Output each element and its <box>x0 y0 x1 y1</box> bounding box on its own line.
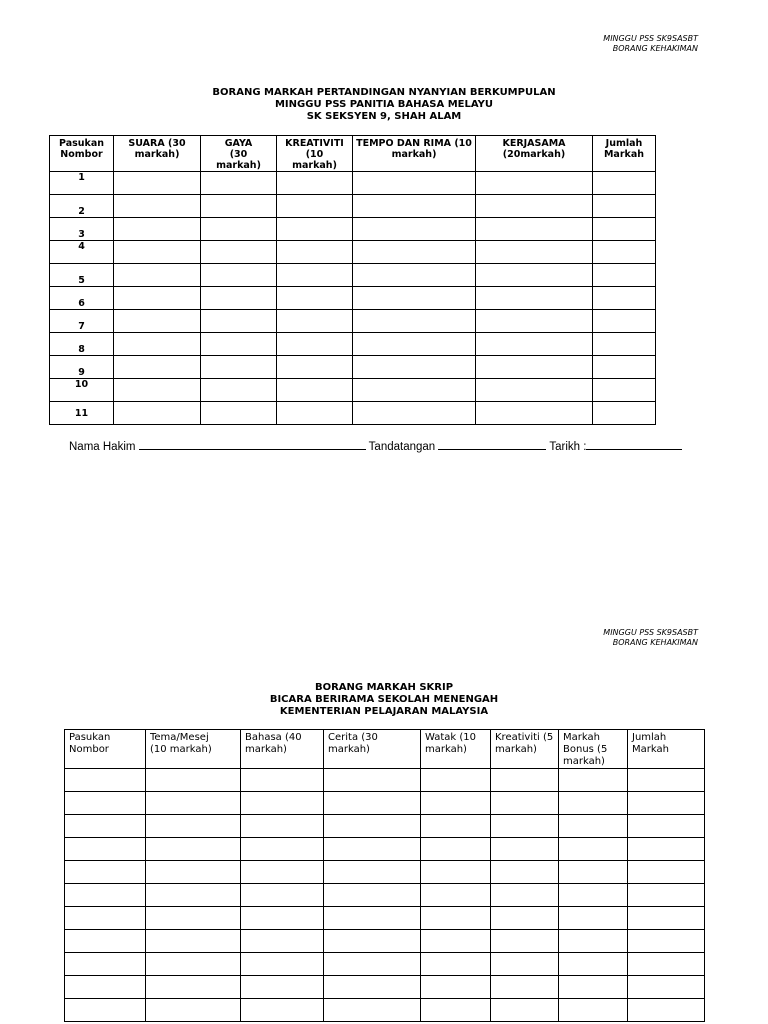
column-header: SUARA (30 markah) <box>114 136 201 172</box>
header-note-line: MINGGU PSS SK9SASBT <box>603 34 698 43</box>
score-cell[interactable] <box>201 218 277 241</box>
column-header: KREATIVITI (10 markah) <box>277 136 353 172</box>
score-cell[interactable] <box>476 287 593 310</box>
score-cell[interactable] <box>201 195 277 218</box>
score-cell[interactable] <box>421 999 491 1022</box>
score-cell[interactable] <box>114 172 201 195</box>
column-header: KERJASAMA (20markah) <box>476 136 593 172</box>
table-row <box>50 402 656 425</box>
score-cell[interactable] <box>476 172 593 195</box>
score-cell[interactable] <box>201 287 277 310</box>
score-cell[interactable] <box>628 792 705 815</box>
column-header: Pasukan Nombor <box>50 136 114 172</box>
signature-label: Tandatangan <box>368 441 436 453</box>
total-cell[interactable] <box>593 241 656 264</box>
score-cell[interactable] <box>476 356 593 379</box>
score-cell[interactable] <box>491 884 559 907</box>
score-cell[interactable] <box>476 310 593 333</box>
score-cell[interactable] <box>628 861 705 884</box>
score-cell[interactable] <box>277 195 353 218</box>
score-cell[interactable] <box>324 953 421 976</box>
score-cell[interactable] <box>277 241 353 264</box>
score-cell[interactable] <box>491 792 559 815</box>
team-number: 3 <box>50 218 114 241</box>
score-cell[interactable] <box>114 402 201 425</box>
team-number-cell[interactable] <box>65 907 146 930</box>
table-row <box>65 907 705 930</box>
score-cell[interactable] <box>241 907 324 930</box>
score-table-singing <box>49 135 656 425</box>
title-line: BORANG MARKAH SKRIP <box>314 682 454 693</box>
total-cell[interactable] <box>593 172 656 195</box>
score-cell[interactable] <box>324 815 421 838</box>
score-cell[interactable] <box>241 930 324 953</box>
score-cell[interactable] <box>241 884 324 907</box>
score-cell[interactable] <box>114 310 201 333</box>
form2-header-note <box>603 628 698 648</box>
title-line: SK SEKSYEN 9, SHAH ALAM <box>306 111 462 122</box>
signature-field[interactable] <box>438 439 546 450</box>
score-cell[interactable] <box>146 838 241 861</box>
team-number: 2 <box>50 195 114 218</box>
header-note-line: MINGGU PSS SK9SASBT <box>603 628 698 637</box>
score-cell[interactable] <box>353 379 476 402</box>
score-cell[interactable] <box>491 953 559 976</box>
title-line: MINGGU PSS PANITIA BAHASA MELAYU <box>274 99 494 110</box>
score-cell[interactable] <box>241 792 324 815</box>
table-row <box>50 241 656 264</box>
score-cell[interactable] <box>201 379 277 402</box>
column-header: Jumlah Markah <box>628 730 705 769</box>
table-row <box>50 333 656 356</box>
score-cell[interactable] <box>628 907 705 930</box>
score-cell[interactable] <box>421 815 491 838</box>
score-cell[interactable] <box>114 218 201 241</box>
team-number-cell[interactable] <box>65 976 146 999</box>
score-cell[interactable] <box>114 379 201 402</box>
team-number-cell[interactable] <box>65 792 146 815</box>
score-cell[interactable] <box>146 907 241 930</box>
score-cell[interactable] <box>201 402 277 425</box>
score-cell[interactable] <box>241 953 324 976</box>
score-cell[interactable] <box>277 333 353 356</box>
score-cell[interactable] <box>353 195 476 218</box>
score-cell[interactable] <box>353 310 476 333</box>
team-number-cell[interactable] <box>65 861 146 884</box>
table-row <box>65 953 705 976</box>
score-cell[interactable] <box>114 287 201 310</box>
table-row <box>50 218 656 241</box>
score-cell[interactable] <box>114 241 201 264</box>
total-cell[interactable] <box>593 287 656 310</box>
team-number: 11 <box>50 402 114 425</box>
score-cell[interactable] <box>476 402 593 425</box>
score-cell[interactable] <box>324 769 421 792</box>
score-cell[interactable] <box>476 241 593 264</box>
score-cell[interactable] <box>421 884 491 907</box>
team-number-cell[interactable] <box>65 838 146 861</box>
team-number: 1 <box>50 172 114 195</box>
column-header: TEMPO DAN RIMA (10 markah) <box>353 136 476 172</box>
score-cell[interactable] <box>146 769 241 792</box>
table-row <box>65 815 705 838</box>
score-cell[interactable] <box>277 264 353 287</box>
team-number-cell[interactable] <box>65 953 146 976</box>
table-row <box>65 930 705 953</box>
column-header: Cerita (30 markah) <box>324 730 421 769</box>
score-cell[interactable] <box>201 172 277 195</box>
score-cell[interactable] <box>476 195 593 218</box>
score-cell[interactable] <box>146 930 241 953</box>
table-header-row <box>65 730 705 769</box>
table-row <box>65 769 705 792</box>
score-cell[interactable] <box>628 838 705 861</box>
score-cell[interactable] <box>114 333 201 356</box>
score-cell[interactable] <box>476 333 593 356</box>
score-cell[interactable] <box>353 356 476 379</box>
total-cell[interactable] <box>593 264 656 287</box>
score-cell[interactable] <box>559 792 628 815</box>
table-row <box>65 792 705 815</box>
score-cell[interactable] <box>628 976 705 999</box>
score-cell[interactable] <box>353 333 476 356</box>
score-cell[interactable] <box>421 930 491 953</box>
table-row <box>65 976 705 999</box>
score-cell[interactable] <box>491 769 559 792</box>
score-cell[interactable] <box>241 976 324 999</box>
score-cell[interactable] <box>241 999 324 1022</box>
score-cell[interactable] <box>628 999 705 1022</box>
score-cell[interactable] <box>559 953 628 976</box>
column-header: Kreativiti (5 markah) <box>491 730 559 769</box>
score-cell[interactable] <box>559 815 628 838</box>
score-cell[interactable] <box>201 310 277 333</box>
score-cell[interactable] <box>491 838 559 861</box>
total-cell[interactable] <box>593 218 656 241</box>
score-cell[interactable] <box>491 999 559 1022</box>
team-number-cell[interactable] <box>65 815 146 838</box>
total-cell[interactable] <box>593 356 656 379</box>
form2-title <box>0 682 768 718</box>
judge-signature-line <box>69 439 682 453</box>
score-cell[interactable] <box>353 264 476 287</box>
header-note-line: BORANG KEHAKIMAN <box>612 638 698 647</box>
score-cell[interactable] <box>421 907 491 930</box>
title-line: BICARA BERIRAMA SEKOLAH MENENGAH <box>269 694 499 705</box>
score-cell[interactable] <box>277 379 353 402</box>
column-header: Watak (10 markah) <box>421 730 491 769</box>
table-row <box>50 310 656 333</box>
score-cell[interactable] <box>146 976 241 999</box>
score-cell[interactable] <box>241 838 324 861</box>
team-number: 5 <box>50 264 114 287</box>
title-line: BORANG MARKAH PERTANDINGAN NYANYIAN BERKUMPULAN <box>212 87 556 98</box>
team-number-cell[interactable] <box>65 930 146 953</box>
table-row <box>65 861 705 884</box>
judge-name-field[interactable] <box>139 439 366 450</box>
score-cell[interactable] <box>353 172 476 195</box>
score-cell[interactable] <box>146 999 241 1022</box>
score-cell[interactable] <box>277 218 353 241</box>
score-cell[interactable] <box>476 379 593 402</box>
score-cell[interactable] <box>421 838 491 861</box>
score-cell[interactable] <box>324 861 421 884</box>
score-cell[interactable] <box>114 264 201 287</box>
column-header: Bahasa (40 markah) <box>241 730 324 769</box>
score-cell[interactable] <box>324 838 421 861</box>
script-table-body <box>65 769 705 1022</box>
column-header: Pasukan Nombor <box>65 730 146 769</box>
score-cell[interactable] <box>277 402 353 425</box>
score-cell[interactable] <box>324 999 421 1022</box>
team-number: 10 <box>50 379 114 402</box>
score-cell[interactable] <box>628 769 705 792</box>
score-cell[interactable] <box>628 930 705 953</box>
score-cell[interactable] <box>324 884 421 907</box>
team-number: 6 <box>50 287 114 310</box>
team-number-cell[interactable] <box>65 769 146 792</box>
date-field[interactable] <box>586 439 682 450</box>
form1-header-note <box>603 34 698 54</box>
score-cell[interactable] <box>353 218 476 241</box>
score-cell[interactable] <box>353 241 476 264</box>
score-cell[interactable] <box>559 769 628 792</box>
score-table-script <box>64 729 705 1022</box>
score-cell[interactable] <box>628 815 705 838</box>
column-header: GAYA (30 markah) <box>201 136 277 172</box>
team-number: 7 <box>50 310 114 333</box>
score-cell[interactable] <box>559 999 628 1022</box>
team-number-cell[interactable] <box>65 999 146 1022</box>
score-cell[interactable] <box>241 815 324 838</box>
table-header-row <box>50 136 656 172</box>
score-cell[interactable] <box>559 976 628 999</box>
title-line: KEMENTERIAN PELAJARAN MALAYSIA <box>279 706 489 717</box>
date-label: Tarikh : <box>549 441 587 453</box>
score-cell[interactable] <box>559 930 628 953</box>
score-cell[interactable] <box>277 172 353 195</box>
score-cell[interactable] <box>241 769 324 792</box>
score-cell[interactable] <box>491 815 559 838</box>
score-cell[interactable] <box>421 953 491 976</box>
score-cell[interactable] <box>491 907 559 930</box>
score-cell[interactable] <box>559 838 628 861</box>
header-note-line: BORANG KEHAKIMAN <box>612 44 698 53</box>
score-cell[interactable] <box>277 310 353 333</box>
total-cell[interactable] <box>593 310 656 333</box>
score-cell[interactable] <box>241 861 324 884</box>
table-row <box>50 287 656 310</box>
score-cell[interactable] <box>559 861 628 884</box>
score-cell[interactable] <box>628 884 705 907</box>
score-cell[interactable] <box>277 356 353 379</box>
table-row <box>65 838 705 861</box>
team-number-cell[interactable] <box>65 884 146 907</box>
team-number: 4 <box>50 241 114 264</box>
score-cell[interactable] <box>476 218 593 241</box>
team-number: 8 <box>50 333 114 356</box>
table-row <box>50 379 656 402</box>
score-cell[interactable] <box>491 930 559 953</box>
total-cell[interactable] <box>593 333 656 356</box>
score-cell[interactable] <box>421 976 491 999</box>
score-cell[interactable] <box>324 792 421 815</box>
form1-title <box>0 87 768 123</box>
score-cell[interactable] <box>146 792 241 815</box>
column-header: Jumlah Markah <box>593 136 656 172</box>
score-cell[interactable] <box>324 907 421 930</box>
total-cell[interactable] <box>593 379 656 402</box>
score-cell[interactable] <box>114 356 201 379</box>
table-row <box>50 264 656 287</box>
table-row <box>50 172 656 195</box>
team-number: 9 <box>50 356 114 379</box>
table-row <box>65 999 705 1022</box>
score-cell[interactable] <box>421 769 491 792</box>
score-cell[interactable] <box>421 792 491 815</box>
score-cell[interactable] <box>421 861 491 884</box>
score-cell[interactable] <box>146 884 241 907</box>
score-cell[interactable] <box>114 195 201 218</box>
score-cell[interactable] <box>324 930 421 953</box>
score-cell[interactable] <box>324 976 421 999</box>
table-row <box>50 195 656 218</box>
score-cell[interactable] <box>201 241 277 264</box>
score-cell[interactable] <box>277 287 353 310</box>
score-cell[interactable] <box>201 264 277 287</box>
score-cell[interactable] <box>353 287 476 310</box>
score-cell[interactable] <box>476 264 593 287</box>
score-cell[interactable] <box>146 815 241 838</box>
table-row <box>65 884 705 907</box>
score-cell[interactable] <box>491 861 559 884</box>
score-cell[interactable] <box>628 953 705 976</box>
score-cell[interactable] <box>559 907 628 930</box>
score-cell[interactable] <box>201 356 277 379</box>
total-cell[interactable] <box>593 402 656 425</box>
score-cell[interactable] <box>491 976 559 999</box>
score-cell[interactable] <box>559 884 628 907</box>
table-row <box>50 356 656 379</box>
score-cell[interactable] <box>146 861 241 884</box>
column-header: Tema/Mesej (10 markah) <box>146 730 241 769</box>
score-cell[interactable] <box>201 333 277 356</box>
judge-name-label: Nama Hakim <box>69 441 136 453</box>
score-cell[interactable] <box>146 953 241 976</box>
score-cell[interactable] <box>353 402 476 425</box>
column-header: Markah Bonus (5 markah) <box>559 730 628 769</box>
total-cell[interactable] <box>593 195 656 218</box>
